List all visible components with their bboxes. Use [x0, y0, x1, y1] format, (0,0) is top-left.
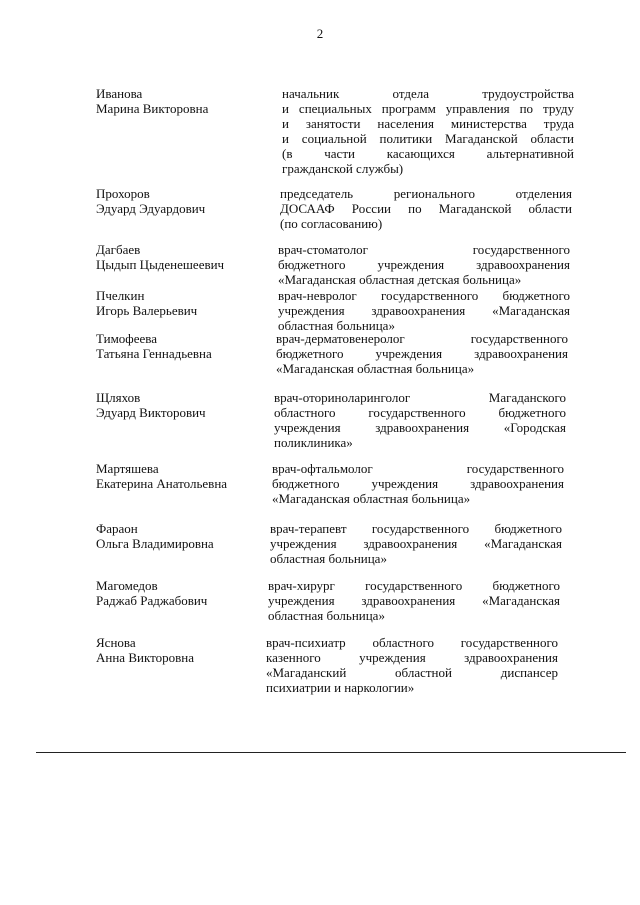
member-role: [272, 461, 564, 506]
bottom-divider: [36, 752, 626, 753]
member-given-names: Татьяна Геннадьевна: [96, 346, 212, 361]
role-line: «Магаданская областная детская больница»: [278, 272, 522, 287]
role-line: врач-оториноларинголог Магаданского: [274, 390, 566, 405]
role-line: областная больница»: [270, 551, 387, 566]
member-surname: Пчелкин: [96, 288, 145, 303]
role-line: председатель регионального отделения: [280, 186, 572, 201]
member-role: [278, 242, 570, 287]
member-role: [280, 186, 572, 231]
member-role: [266, 635, 558, 695]
member-surname: Щляхов: [96, 390, 141, 405]
role-line: учреждения здравоохранения «Городская: [274, 420, 566, 435]
role-line: (в части касающихся альтернативной: [282, 146, 574, 161]
member-given-names: Эдуард Эдуардович: [96, 201, 206, 216]
role-line: врач-психиатр областного государственного: [266, 635, 558, 650]
role-line: гражданской службы): [282, 161, 404, 176]
member-role: [276, 331, 568, 376]
member-surname: Тимофеева: [96, 331, 158, 346]
role-line: и социальной политики Магаданской области: [282, 131, 574, 146]
member-role: [282, 86, 574, 176]
role-line: и занятости населения министерства труда: [282, 116, 574, 131]
role-line: областного государственного бюджетного: [274, 405, 566, 420]
member-name: [96, 331, 256, 361]
role-line: учреждения здравоохранения «Магаданская: [278, 303, 570, 318]
role-line: учреждения здравоохранения «Магаданская: [268, 593, 560, 608]
role-line: врач-невролог государственного бюджетного: [278, 288, 570, 303]
role-line: областная больница»: [268, 608, 385, 623]
role-line: бюджетного учреждения здравоохранения: [278, 257, 570, 272]
role-line: ДОСААФ России по Магаданской области: [280, 201, 572, 216]
role-line: «Магаданская областная больница»: [276, 361, 475, 376]
role-line: «Магаданская областная больница»: [272, 491, 471, 506]
member-surname: Дагбаев: [96, 242, 141, 257]
member-surname: Яснова: [96, 635, 136, 650]
member-surname: Прохоров: [96, 186, 150, 201]
member-name: [96, 288, 256, 318]
member-given-names: Екатерина Анатольевна: [96, 476, 228, 491]
role-line: врач-стоматолог государственного: [278, 242, 570, 257]
role-line: психиатрии и наркологии»: [266, 680, 415, 695]
member-given-names: Раджаб Раджабович: [96, 593, 208, 608]
member-surname: Фараон: [96, 521, 138, 536]
member-role: [274, 390, 566, 450]
role-line: бюджетного учреждения здравоохранения: [276, 346, 568, 361]
member-role: [278, 288, 570, 333]
member-name: [96, 461, 256, 491]
role-line: поликлиника»: [274, 435, 353, 450]
role-line: врач-офтальмолог государственного: [272, 461, 564, 476]
member-surname: Иванова: [96, 86, 143, 101]
role-line: начальник отдела трудоустройства: [282, 86, 574, 101]
member-given-names: Игорь Валерьевич: [96, 303, 198, 318]
role-line: врач-терапевт государственного бюджетного: [270, 521, 562, 536]
role-line: врач-хирург государственного бюджетного: [268, 578, 560, 593]
page-number: 2: [316, 26, 324, 41]
role-line: «Магаданский областной диспансер: [266, 665, 558, 680]
member-surname: Магомедов: [96, 578, 158, 593]
member-given-names: Цыдып Цыденешеевич: [96, 257, 225, 272]
member-name: [96, 186, 256, 216]
member-name: [96, 635, 256, 665]
role-line: бюджетного учреждения здравоохранения: [272, 476, 564, 491]
role-line: и специальных программ управления по труду: [282, 101, 574, 116]
member-role: [268, 578, 560, 623]
member-given-names: Ольга Владимировна: [96, 536, 214, 551]
member-given-names: Эдуард Викторович: [96, 405, 206, 420]
member-given-names: Анна Викторовна: [96, 650, 194, 665]
member-name: [96, 242, 256, 272]
member-role: [270, 521, 562, 566]
role-line: казенного учреждения здравоохранения: [266, 650, 558, 665]
role-line: областная больница»: [278, 318, 395, 333]
member-name: [96, 86, 256, 116]
role-line: учреждения здравоохранения «Магаданская: [270, 536, 562, 551]
member-name: [96, 578, 256, 608]
member-name: [96, 521, 256, 551]
member-name: [96, 390, 256, 420]
role-line: врач-дерматовенеролог государственного: [276, 331, 568, 346]
member-surname: Мартяшева: [96, 461, 159, 476]
member-given-names: Марина Викторовна: [96, 101, 209, 116]
role-line: (по согласованию): [280, 216, 383, 231]
